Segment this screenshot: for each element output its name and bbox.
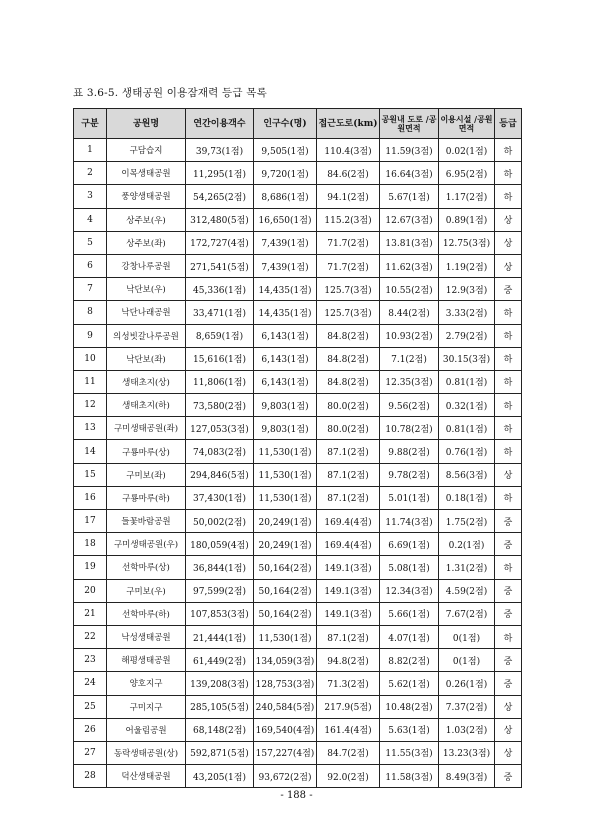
cell-grade: 하 [495, 370, 522, 393]
cell-access-road: 161.4(4점) [317, 718, 380, 741]
cell-annual-visitors: 61,449(2점) [186, 649, 254, 672]
cell-access-road: 149.1(3점) [317, 556, 380, 579]
cell-inner-road-ratio: 13.81(3점) [380, 231, 439, 254]
cell-no: 13 [74, 417, 107, 440]
cell-inner-road-ratio: 10.55(2점) [380, 278, 439, 301]
cell-no: 10 [74, 347, 107, 370]
cell-grade: 중 [495, 602, 522, 625]
cell-grade: 상 [495, 208, 522, 231]
cell-no: 27 [74, 741, 107, 764]
cell-access-road: 84.6(2점) [317, 162, 380, 185]
cell-facility-ratio: 1.19(2점) [439, 254, 495, 277]
cell-annual-visitors: 172,727(4점) [186, 231, 254, 254]
cell-population: 50,164(2점) [254, 579, 317, 602]
cell-facility-ratio: 0.26(1점) [439, 672, 495, 695]
table-row [74, 440, 522, 463]
cell-grade: 하 [495, 162, 522, 185]
cell-no: 21 [74, 602, 107, 625]
table-row [74, 556, 522, 579]
cell-access-road: 149.1(3점) [317, 579, 380, 602]
cell-inner-road-ratio: 12.35(3점) [380, 370, 439, 393]
cell-facility-ratio: 1.03(2점) [439, 718, 495, 741]
cell-access-road: 87.1(2점) [317, 486, 380, 509]
cell-population: 240,584(5점) [254, 695, 317, 718]
cell-grade: 상 [495, 718, 522, 741]
cell-population: 6,143(1점) [254, 324, 317, 347]
cell-facility-ratio: 1.31(2점) [439, 556, 495, 579]
cell-facility-ratio: 12.9(3점) [439, 278, 495, 301]
cell-no: 26 [74, 718, 107, 741]
cell-access-road: 110.4(3점) [317, 139, 380, 162]
cell-grade: 중 [495, 672, 522, 695]
cell-annual-visitors: 45,336(1점) [186, 278, 254, 301]
cell-park-name: 선학마루(하) [107, 602, 186, 625]
cell-park-name: 구미보(좌) [107, 463, 186, 486]
cell-facility-ratio: 0.2(1점) [439, 533, 495, 556]
cell-population: 9,720(1점) [254, 162, 317, 185]
cell-inner-road-ratio: 11.62(3점) [380, 254, 439, 277]
cell-annual-visitors: 54,265(2점) [186, 185, 254, 208]
cell-facility-ratio: 0(1점) [439, 649, 495, 672]
header-population: 인구수(명) [254, 109, 317, 139]
cell-facility-ratio: 0(1점) [439, 625, 495, 648]
cell-facility-ratio: 0.89(1점) [439, 208, 495, 231]
cell-park-name: 들꽃바람공원 [107, 510, 186, 533]
cell-grade: 하 [495, 139, 522, 162]
cell-facility-ratio: 2.79(2점) [439, 324, 495, 347]
cell-grade: 상 [495, 254, 522, 277]
cell-population: 20,249(1점) [254, 510, 317, 533]
cell-no: 5 [74, 231, 107, 254]
cell-grade: 중 [495, 278, 522, 301]
cell-park-name: 구미보(우) [107, 579, 186, 602]
cell-facility-ratio: 3.33(2점) [439, 301, 495, 324]
header-facility-ratio: 이용시설 /공원면적 [439, 109, 495, 139]
cell-population: 6,143(1점) [254, 370, 317, 393]
cell-facility-ratio: 13.23(3점) [439, 741, 495, 764]
cell-no: 23 [74, 649, 107, 672]
cell-no: 8 [74, 301, 107, 324]
table-row [74, 741, 522, 764]
cell-population: 157,227(4점) [254, 741, 317, 764]
table-row [74, 254, 522, 277]
cell-no: 11 [74, 370, 107, 393]
cell-park-name: 낙단나래공원 [107, 301, 186, 324]
cell-no: 18 [74, 533, 107, 556]
table-row [74, 301, 522, 324]
cell-facility-ratio: 0.02(1점) [439, 139, 495, 162]
cell-no: 22 [74, 625, 107, 648]
cell-grade: 하 [495, 394, 522, 417]
cell-no: 15 [74, 463, 107, 486]
cell-park-name: 구미생태공원(좌) [107, 417, 186, 440]
cell-park-name: 낙성생태공원 [107, 625, 186, 648]
page-number: - 188 - [280, 790, 313, 801]
cell-grade: 중 [495, 649, 522, 672]
cell-inner-road-ratio: 11.55(3점) [380, 741, 439, 764]
cell-access-road: 71.3(2점) [317, 672, 380, 695]
cell-facility-ratio: 0.18(1점) [439, 486, 495, 509]
table-row [74, 394, 522, 417]
cell-inner-road-ratio: 11.74(3점) [380, 510, 439, 533]
header-park-name: 공원명 [107, 109, 186, 139]
cell-park-name: 상주보(좌) [107, 231, 186, 254]
header-category: 구분 [74, 109, 107, 139]
cell-facility-ratio: 12.75(3점) [439, 231, 495, 254]
cell-park-name: 의성빗갈나루공원 [107, 324, 186, 347]
cell-population: 6,143(1점) [254, 347, 317, 370]
cell-population: 11,530(1점) [254, 463, 317, 486]
cell-facility-ratio: 8.49(3점) [439, 765, 495, 788]
cell-access-road: 84.8(2점) [317, 347, 380, 370]
cell-annual-visitors: 21,444(1점) [186, 625, 254, 648]
cell-annual-visitors: 11,806(1점) [186, 370, 254, 393]
table-row [74, 672, 522, 695]
cell-no: 2 [74, 162, 107, 185]
cell-facility-ratio: 0.76(1점) [439, 440, 495, 463]
cell-annual-visitors: 8,659(1점) [186, 324, 254, 347]
cell-inner-road-ratio: 11.59(3점) [380, 139, 439, 162]
cell-inner-road-ratio: 10.93(2점) [380, 324, 439, 347]
cell-access-road: 87.1(2점) [317, 625, 380, 648]
cell-access-road: 94.1(2점) [317, 185, 380, 208]
cell-park-name: 구룡마루(상) [107, 440, 186, 463]
cell-facility-ratio: 0.32(1점) [439, 394, 495, 417]
table-caption: 표 3.6-5. 생태공원 이용잠재력 등급 목록 [73, 87, 267, 99]
cell-no: 14 [74, 440, 107, 463]
cell-no: 9 [74, 324, 107, 347]
table-row [74, 718, 522, 741]
cell-access-road: 217.9(5점) [317, 695, 380, 718]
cell-inner-road-ratio: 8.44(2점) [380, 301, 439, 324]
cell-annual-visitors: 11,295(1점) [186, 162, 254, 185]
cell-park-name: 낙단보(우) [107, 278, 186, 301]
cell-no: 20 [74, 579, 107, 602]
table-row [74, 695, 522, 718]
cell-grade: 상 [495, 231, 522, 254]
cell-inner-road-ratio: 4.07(1점) [380, 625, 439, 648]
cell-no: 24 [74, 672, 107, 695]
cell-inner-road-ratio: 5.62(1점) [380, 672, 439, 695]
cell-grade: 하 [495, 440, 522, 463]
table-row [74, 278, 522, 301]
cell-access-road: 115.2(3점) [317, 208, 380, 231]
cell-access-road: 84.7(2점) [317, 741, 380, 764]
cell-annual-visitors: 139,208(3점) [186, 672, 254, 695]
cell-inner-road-ratio: 10.48(2점) [380, 695, 439, 718]
cell-annual-visitors: 33,471(1점) [186, 301, 254, 324]
cell-population: 8,686(1점) [254, 185, 317, 208]
table-row [74, 463, 522, 486]
cell-park-name: 이목생태공원 [107, 162, 186, 185]
cell-grade: 하 [495, 185, 522, 208]
table-row [74, 324, 522, 347]
cell-facility-ratio: 0.81(1점) [439, 417, 495, 440]
cell-park-name: 생태초지(상) [107, 370, 186, 393]
cell-grade: 하 [495, 324, 522, 347]
cell-annual-visitors: 39,73(1점) [186, 139, 254, 162]
cell-population: 11,530(1점) [254, 440, 317, 463]
cell-access-road: 169.4(4점) [317, 510, 380, 533]
cell-park-name: 구미생태공원(우) [107, 533, 186, 556]
table-row [74, 347, 522, 370]
cell-park-name: 상주보(우) [107, 208, 186, 231]
cell-annual-visitors: 15,616(1점) [186, 347, 254, 370]
table-row [74, 510, 522, 533]
cell-access-road: 125.7(3점) [317, 301, 380, 324]
cell-grade: 상 [495, 695, 522, 718]
cell-population: 11,530(1점) [254, 625, 317, 648]
cell-population: 11,530(1점) [254, 486, 317, 509]
cell-park-name: 양호지구 [107, 672, 186, 695]
cell-grade: 하 [495, 556, 522, 579]
cell-no: 12 [74, 394, 107, 417]
cell-annual-visitors: 36,844(1점) [186, 556, 254, 579]
cell-inner-road-ratio: 9.56(2점) [380, 394, 439, 417]
cell-grade: 상 [495, 741, 522, 764]
cell-access-road: 125.7(3점) [317, 278, 380, 301]
cell-inner-road-ratio: 10.78(2점) [380, 417, 439, 440]
cell-annual-visitors: 73,580(2점) [186, 394, 254, 417]
cell-population: 50,164(2점) [254, 556, 317, 579]
cell-park-name: 생태초지(하) [107, 394, 186, 417]
cell-no: 7 [74, 278, 107, 301]
table-row [74, 231, 522, 254]
cell-access-road: 169.4(4점) [317, 533, 380, 556]
cell-grade: 중 [495, 579, 522, 602]
cell-grade: 중 [495, 533, 522, 556]
cell-annual-visitors: 50,002(2점) [186, 510, 254, 533]
cell-access-road: 149.1(3점) [317, 602, 380, 625]
table-row [74, 370, 522, 393]
cell-no: 4 [74, 208, 107, 231]
cell-facility-ratio: 7.37(2점) [439, 695, 495, 718]
cell-access-road: 92.0(2점) [317, 765, 380, 788]
cell-inner-road-ratio: 7.1(2점) [380, 347, 439, 370]
cell-inner-road-ratio: 5.63(1점) [380, 718, 439, 741]
cell-facility-ratio: 7.67(2점) [439, 602, 495, 625]
cell-grade: 중 [495, 765, 522, 788]
cell-inner-road-ratio: 5.08(1점) [380, 556, 439, 579]
table-row [74, 417, 522, 440]
cell-inner-road-ratio: 6.69(1점) [380, 533, 439, 556]
cell-no: 25 [74, 695, 107, 718]
cell-no: 16 [74, 486, 107, 509]
cell-access-road: 71.7(2점) [317, 254, 380, 277]
cell-population: 50,164(2점) [254, 602, 317, 625]
cell-grade: 하 [495, 301, 522, 324]
cell-facility-ratio: 6.95(2점) [439, 162, 495, 185]
cell-annual-visitors: 37,430(1점) [186, 486, 254, 509]
table-row [74, 185, 522, 208]
cell-park-name: 선학마루(상) [107, 556, 186, 579]
cell-park-name: 풍양생태공원 [107, 185, 186, 208]
cell-annual-visitors: 43,205(1점) [186, 765, 254, 788]
cell-population: 7,439(1점) [254, 231, 317, 254]
cell-facility-ratio: 0.81(1점) [439, 370, 495, 393]
cell-park-name: 어울림공원 [107, 718, 186, 741]
cell-access-road: 87.1(2점) [317, 440, 380, 463]
cell-facility-ratio: 30.15(3점) [439, 347, 495, 370]
cell-inner-road-ratio: 5.01(1점) [380, 486, 439, 509]
cell-population: 93,672(2점) [254, 765, 317, 788]
table-row [74, 533, 522, 556]
header-access-road: 접근도로(km) [317, 109, 380, 139]
cell-annual-visitors: 74,083(2점) [186, 440, 254, 463]
cell-annual-visitors: 312,480(5점) [186, 208, 254, 231]
cell-inner-road-ratio: 12.34(3점) [380, 579, 439, 602]
table-row [74, 649, 522, 672]
table-header-row [74, 109, 522, 139]
cell-annual-visitors: 180,059(4점) [186, 533, 254, 556]
cell-annual-visitors: 107,853(3점) [186, 602, 254, 625]
cell-inner-road-ratio: 16.64(3점) [380, 162, 439, 185]
cell-grade: 하 [495, 347, 522, 370]
cell-facility-ratio: 8.56(3점) [439, 463, 495, 486]
table-row [74, 625, 522, 648]
cell-no: 17 [74, 510, 107, 533]
table-row [74, 208, 522, 231]
table-row [74, 602, 522, 625]
cell-access-road: 94.8(2점) [317, 649, 380, 672]
cell-inner-road-ratio: 9.88(2점) [380, 440, 439, 463]
cell-annual-visitors: 68,148(2점) [186, 718, 254, 741]
cell-facility-ratio: 1.75(2점) [439, 510, 495, 533]
cell-park-name: 구담습지 [107, 139, 186, 162]
cell-facility-ratio: 1.17(2점) [439, 185, 495, 208]
cell-access-road: 84.8(2점) [317, 370, 380, 393]
cell-annual-visitors: 97,599(2점) [186, 579, 254, 602]
cell-no: 3 [74, 185, 107, 208]
cell-park-name: 강창나루공원 [107, 254, 186, 277]
cell-annual-visitors: 592,871(5점) [186, 741, 254, 764]
cell-inner-road-ratio: 12.67(3점) [380, 208, 439, 231]
header-annual-visitors: 연간이용객수 [186, 109, 254, 139]
cell-grade: 하 [495, 625, 522, 648]
cell-population: 134,059(3점) [254, 649, 317, 672]
cell-inner-road-ratio: 11.58(3점) [380, 765, 439, 788]
cell-access-road: 71.7(2점) [317, 231, 380, 254]
cell-inner-road-ratio: 5.66(1점) [380, 602, 439, 625]
cell-grade: 하 [495, 417, 522, 440]
cell-population: 169,540(4점) [254, 718, 317, 741]
header-grade: 등급 [495, 109, 522, 139]
cell-access-road: 80.0(2점) [317, 417, 380, 440]
cell-no: 28 [74, 765, 107, 788]
cell-annual-visitors: 271,541(5점) [186, 254, 254, 277]
table-row [74, 486, 522, 509]
cell-population: 128,753(3점) [254, 672, 317, 695]
cell-grade: 하 [495, 486, 522, 509]
cell-park-name: 구룡마루(하) [107, 486, 186, 509]
cell-annual-visitors: 127,053(3점) [186, 417, 254, 440]
header-inner-road-ratio: 공원내 도로 /공원면적 [380, 109, 439, 139]
cell-park-name: 해평생태공원 [107, 649, 186, 672]
table-row [74, 579, 522, 602]
cell-no: 1 [74, 139, 107, 162]
cell-access-road: 80.0(2점) [317, 394, 380, 417]
cell-grade: 중 [495, 510, 522, 533]
cell-park-name: 동락생태공원(상) [107, 741, 186, 764]
cell-access-road: 84.8(2점) [317, 324, 380, 347]
cell-no: 19 [74, 556, 107, 579]
cell-park-name: 낙단보(좌) [107, 347, 186, 370]
cell-population: 9,803(1점) [254, 417, 317, 440]
cell-park-name: 구미지구 [107, 695, 186, 718]
table-row [74, 162, 522, 185]
cell-inner-road-ratio: 8.82(2점) [380, 649, 439, 672]
cell-grade: 상 [495, 463, 522, 486]
park-grade-table [73, 108, 522, 788]
cell-population: 7,439(1점) [254, 254, 317, 277]
cell-population: 20,249(1점) [254, 533, 317, 556]
cell-annual-visitors: 294,846(5점) [186, 463, 254, 486]
cell-no: 6 [74, 254, 107, 277]
cell-inner-road-ratio: 9.78(2점) [380, 463, 439, 486]
table-row [74, 139, 522, 162]
cell-population: 9,505(1점) [254, 139, 317, 162]
cell-access-road: 87.1(2점) [317, 463, 380, 486]
table-row [74, 765, 522, 788]
table-body [74, 139, 522, 788]
cell-facility-ratio: 4.59(2점) [439, 579, 495, 602]
cell-population: 14,435(1점) [254, 301, 317, 324]
cell-annual-visitors: 285,105(5점) [186, 695, 254, 718]
cell-population: 9,803(1점) [254, 394, 317, 417]
cell-park-name: 덕산생태공원 [107, 765, 186, 788]
cell-population: 16,650(1점) [254, 208, 317, 231]
cell-inner-road-ratio: 5.67(1점) [380, 185, 439, 208]
cell-population: 14,435(1점) [254, 278, 317, 301]
